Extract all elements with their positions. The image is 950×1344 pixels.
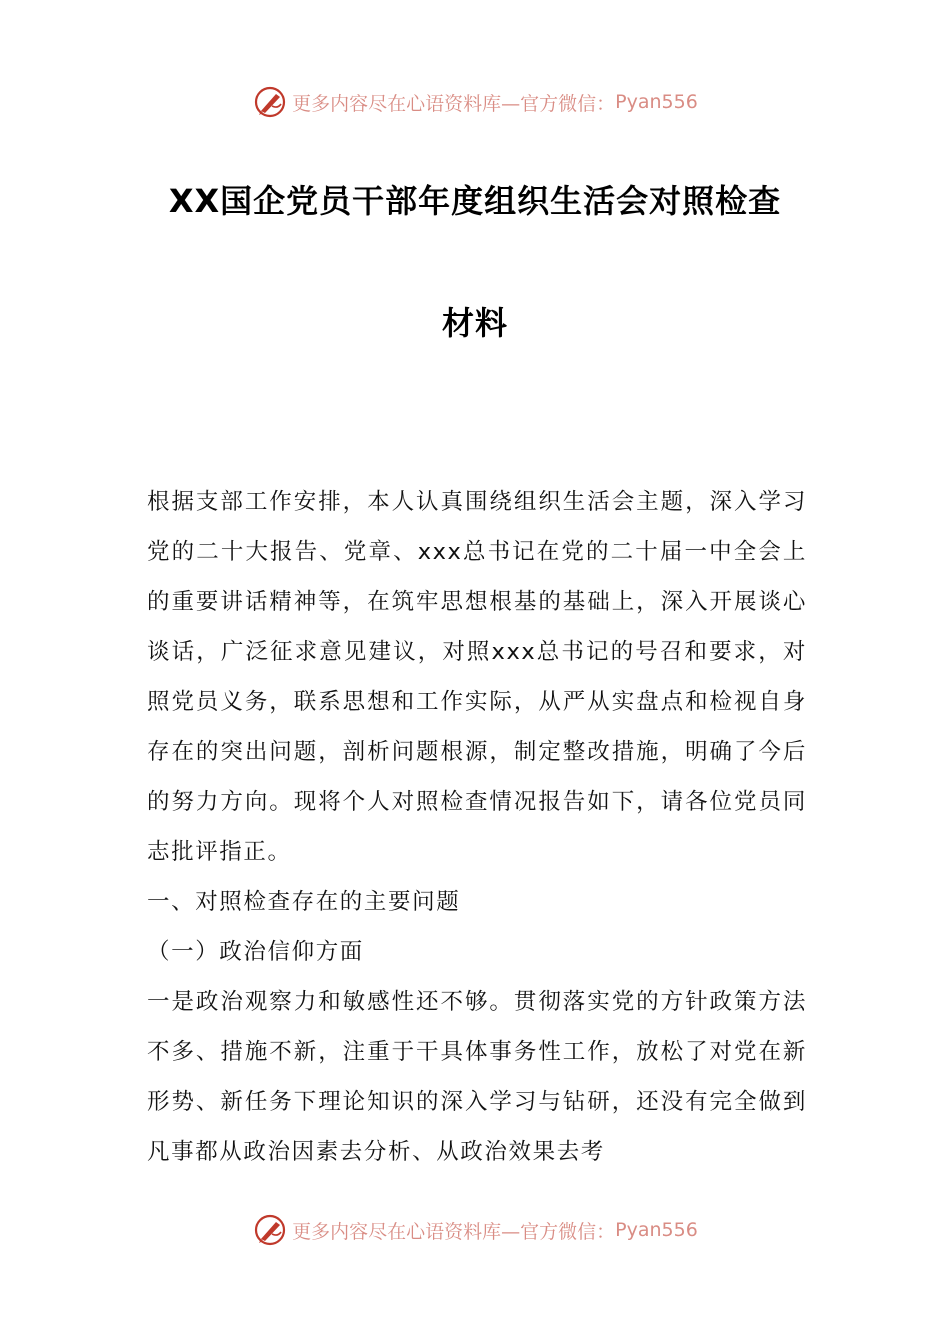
intro-paragraph: 根据支部工作安排，本人认真围绕组织生活会主题，深入学习党的二十大报告、党章、xxx总书记在党的二十届一中全会上的重要讲话精神等，在筑牢思想根基的基础上，深入开展谈心谈话，广泛征求意见建议，对照xxx总书记的号召和要求，对照党员义务，联系思想和工作实际，从严从实盘点和检视自身存在的突出问题，剖析问题根源，制定整改措施，明确了今后的努力方向。现将个人对照检查情况报告如下，请各位党员同志批评指正。 [147, 489, 807, 865]
banner-wechat-id: Pyan556 [615, 91, 698, 113]
pen-circle-icon [252, 84, 288, 120]
banner-text: 更多内容尽在心语资料库—官方微信： [292, 92, 616, 115]
document-body [147, 477, 807, 1177]
section-heading-1: 一、对照检查存在的主要问题 [147, 889, 461, 915]
subsection-heading-1: （一）政治信仰方面 [147, 939, 364, 965]
pen-circle-icon [252, 1212, 288, 1248]
watermark-banner-top [0, 82, 950, 122]
body-paragraph: 一是政治观察力和敏感性还不够。贯彻落实党的方针政策方法不多、措施不新，注重于干具体事务性工作，放松了对党在新形势、新任务下理论知识的深入学习与钻研，还没有完全做到凡事都从政治因素去分析、从政治效果去考 [147, 989, 807, 1165]
watermark-banner-bottom [0, 1210, 950, 1250]
banner-wechat-id: Pyan556 [615, 1219, 698, 1241]
document-title-line-2: 材料 [441, 304, 508, 342]
document-title-line-1: XX国企党员干部年度组织生活会对照检查 [168, 182, 782, 220]
banner-text: 更多内容尽在心语资料库—官方微信： [292, 1220, 616, 1243]
